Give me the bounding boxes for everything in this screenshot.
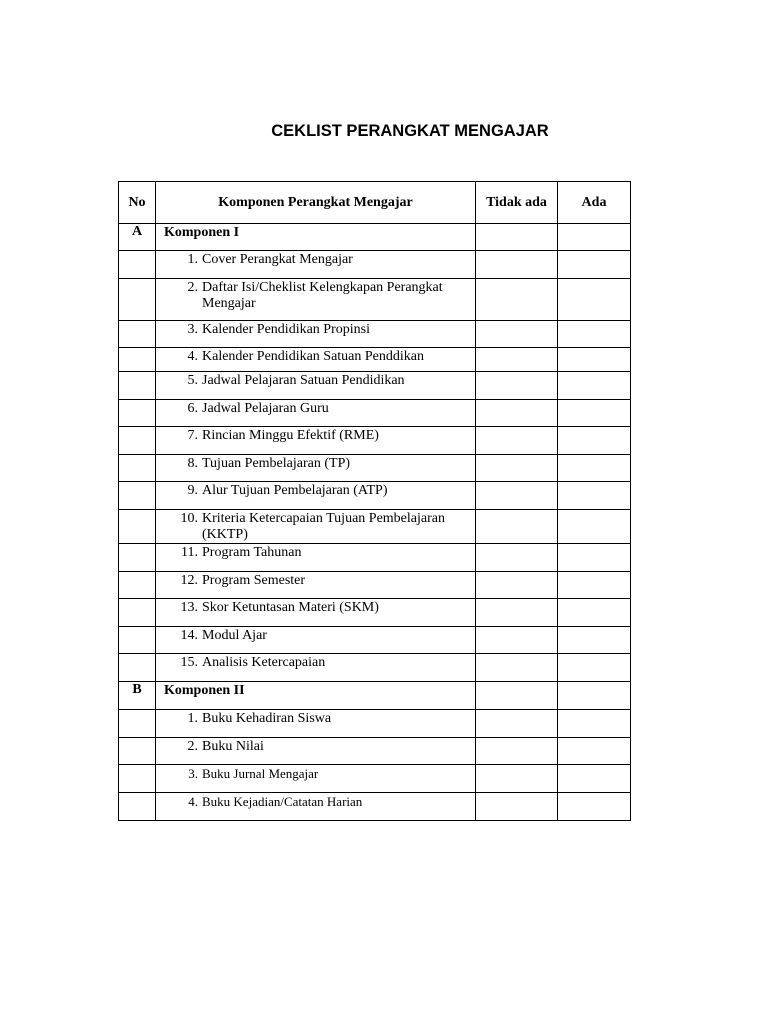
no-cell [119, 372, 156, 400]
item-number: 9. [187, 483, 198, 498]
ada-cell[interactable] [558, 427, 631, 455]
item-label: Buku Kejadian/Catatan Harian [202, 794, 363, 809]
no-cell [119, 400, 156, 427]
list-item [156, 738, 475, 755]
no-cell [119, 427, 156, 455]
tidak-ada-cell[interactable] [476, 654, 558, 682]
tidak-ada-cell[interactable] [476, 544, 558, 572]
item-number: 6. [187, 401, 198, 416]
table-row [119, 482, 631, 510]
no-cell [119, 279, 156, 321]
list-item [156, 710, 475, 727]
item-number: 11. [181, 545, 198, 560]
section-row [119, 682, 631, 710]
table-row [119, 599, 631, 627]
list-item [156, 279, 475, 312]
tidak-ada-cell[interactable] [476, 599, 558, 627]
list-item [156, 482, 475, 499]
tidak-ada-cell[interactable] [476, 427, 558, 455]
tidak-ada-cell[interactable] [476, 372, 558, 400]
list-item [156, 427, 475, 444]
header-component: Komponen Perangkat Mengajar [156, 182, 476, 224]
list-item [156, 572, 475, 589]
table-header-row [119, 182, 631, 224]
ada-cell[interactable] [558, 710, 631, 738]
no-cell [119, 599, 156, 627]
tidak-ada-cell[interactable] [476, 348, 558, 372]
ada-cell[interactable] [558, 400, 631, 427]
list-item [156, 372, 475, 389]
table-row [119, 793, 631, 821]
tidak-ada-cell[interactable] [476, 510, 558, 544]
no-cell [119, 544, 156, 572]
list-item [156, 599, 475, 616]
tidak-ada-cell[interactable] [476, 682, 558, 710]
item-label: Kriteria Ketercapaian Tujuan Pembelajaran (KKTP) [202, 511, 445, 542]
item-label: Cover Perangkat Mengajar [202, 252, 353, 267]
no-cell [119, 321, 156, 348]
section-row [119, 224, 631, 251]
table-row [119, 544, 631, 572]
table-row [119, 251, 631, 279]
no-cell [119, 765, 156, 793]
item-label: Kalender Pendidikan Satuan Penddikan [202, 349, 425, 364]
no-cell [119, 455, 156, 482]
item-label: Alur Tujuan Pembelajaran (ATP) [202, 483, 388, 498]
no-cell [119, 251, 156, 279]
tidak-ada-cell[interactable] [476, 793, 558, 821]
ada-cell[interactable] [558, 599, 631, 627]
header-ada: Ada [558, 182, 631, 224]
no-cell [119, 510, 156, 544]
section-title: Komponen I [164, 225, 240, 240]
table-row [119, 710, 631, 738]
checklist-body [119, 224, 631, 821]
ada-cell[interactable] [558, 372, 631, 400]
tidak-ada-cell[interactable] [476, 738, 558, 765]
ada-cell[interactable] [558, 279, 631, 321]
tidak-ada-cell[interactable] [476, 627, 558, 654]
item-number: 10. [180, 511, 198, 526]
table-row [119, 572, 631, 599]
item-label: Kalender Pendidikan Propinsi [202, 322, 370, 337]
tidak-ada-cell[interactable] [476, 279, 558, 321]
item-number: 3. [188, 766, 198, 781]
item-label: Buku Jurnal Mengajar [202, 766, 319, 781]
item-label: Rincian Minggu Efektif (RME) [202, 428, 379, 443]
item-label: Program Tahunan [202, 545, 302, 560]
item-number: 4. [188, 794, 198, 809]
ada-cell[interactable] [558, 654, 631, 682]
no-cell [119, 482, 156, 510]
item-number: 3. [187, 322, 198, 337]
item-number: 8. [187, 456, 198, 471]
list-item [156, 455, 475, 472]
no-cell [119, 793, 156, 821]
list-item [156, 510, 475, 543]
table-row [119, 321, 631, 348]
item-label: Daftar Isi/Cheklist Kelengkapan Perangkat Mengajar [202, 280, 443, 311]
list-item [156, 400, 475, 417]
table-row [119, 427, 631, 455]
tidak-ada-cell[interactable] [476, 765, 558, 793]
item-label: Analisis Ketercapaian [202, 655, 326, 670]
table-row [119, 765, 631, 793]
item-label: Modul Ajar [202, 628, 267, 643]
page-title: CEKLIST PERANGKAT MENGAJAR [271, 122, 549, 140]
item-label: Buku Nilai [202, 739, 264, 754]
item-number: 5. [187, 373, 198, 388]
list-item [156, 654, 475, 671]
tidak-ada-cell[interactable] [476, 710, 558, 738]
tidak-ada-cell[interactable] [476, 251, 558, 279]
tidak-ada-cell[interactable] [476, 455, 558, 482]
table-row [119, 400, 631, 427]
tidak-ada-cell[interactable] [476, 572, 558, 599]
section-title: Komponen II [164, 683, 245, 698]
list-item [156, 627, 475, 644]
item-number: 13. [180, 600, 198, 615]
ada-cell[interactable] [558, 348, 631, 372]
list-item [156, 544, 475, 561]
item-label: Skor Ketuntasan Materi (SKM) [202, 600, 379, 615]
header-tidak-ada: Tidak ada [476, 182, 558, 224]
item-number: 1. [187, 252, 198, 267]
item-label: Program Semester [202, 573, 306, 588]
no-cell [119, 710, 156, 738]
ada-cell[interactable] [558, 627, 631, 654]
ada-cell[interactable] [558, 738, 631, 765]
list-item [156, 793, 475, 810]
no-cell [119, 627, 156, 654]
list-item [156, 765, 475, 782]
section-letter: A [119, 224, 156, 251]
table-row [119, 348, 631, 372]
tidak-ada-cell[interactable] [476, 400, 558, 427]
section-letter: B [119, 682, 156, 710]
table-row [119, 627, 631, 654]
item-number: 12. [180, 573, 198, 588]
checklist-table [118, 181, 631, 821]
no-cell [119, 572, 156, 599]
table-row [119, 372, 631, 400]
ada-cell[interactable] [558, 251, 631, 279]
item-label: Jadwal Pelajaran Satuan Pendidikan [202, 373, 405, 388]
item-number: 2. [187, 280, 198, 295]
no-cell [119, 348, 156, 372]
list-item [156, 321, 475, 338]
no-cell [119, 654, 156, 682]
table-row [119, 455, 631, 482]
item-number: 7. [187, 428, 198, 443]
ada-cell[interactable] [558, 224, 631, 251]
table-row [119, 279, 631, 321]
item-number: 4. [187, 349, 198, 364]
list-item [156, 348, 475, 365]
ada-cell[interactable] [558, 572, 631, 599]
ada-cell[interactable] [558, 321, 631, 348]
tidak-ada-cell[interactable] [476, 321, 558, 348]
tidak-ada-cell[interactable] [476, 224, 558, 251]
tidak-ada-cell[interactable] [476, 482, 558, 510]
item-number: 2. [187, 739, 198, 754]
item-number: 14. [180, 628, 198, 643]
table-row [119, 654, 631, 682]
header-no: No [119, 182, 156, 224]
item-label: Jadwal Pelajaran Guru [202, 401, 329, 416]
table-row [119, 738, 631, 765]
ada-cell[interactable] [558, 765, 631, 793]
item-label: Tujuan Pembelajaran (TP) [202, 456, 351, 471]
ada-cell[interactable] [558, 682, 631, 710]
list-item [156, 251, 475, 268]
item-number: 1. [187, 711, 198, 726]
table-row [119, 510, 631, 544]
ada-cell[interactable] [558, 793, 631, 821]
ada-cell[interactable] [558, 455, 631, 482]
ada-cell[interactable] [558, 482, 631, 510]
ada-cell[interactable] [558, 510, 631, 544]
ada-cell[interactable] [558, 544, 631, 572]
item-number: 15. [180, 655, 198, 670]
no-cell [119, 738, 156, 765]
item-label: Buku Kehadiran Siswa [202, 711, 332, 726]
